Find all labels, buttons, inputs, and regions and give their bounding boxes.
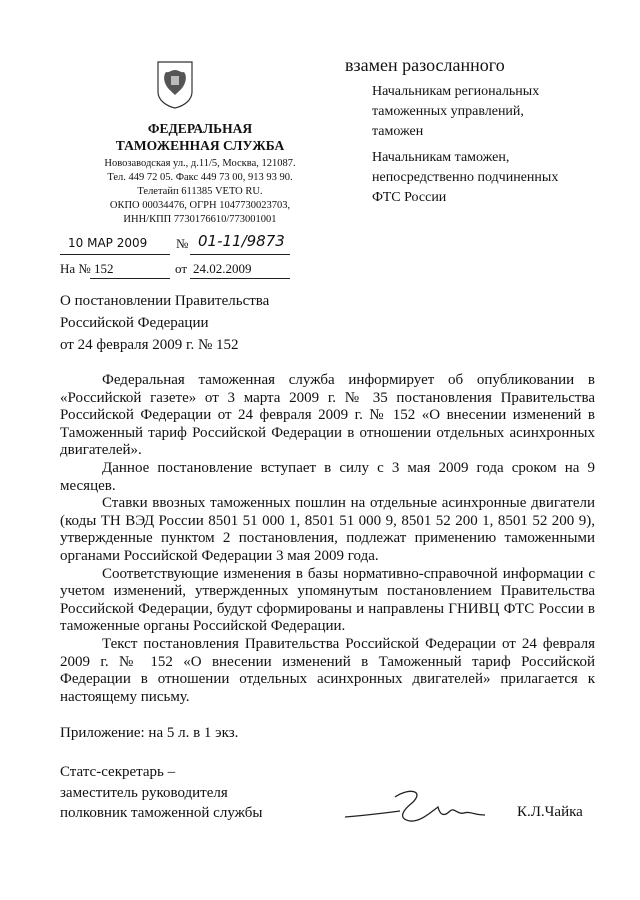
subject [60,290,269,356]
subject-line: от 24 февраля 2009 г. № 152 [60,337,239,353]
signatory-line: заместитель руководителя [60,784,228,801]
address-line: Телетайп 611385 VETO RU. [137,186,263,197]
recipient-line: ФТС России [372,190,447,205]
body-paragraph: Соответствующие изменения в базы нормативно-справочной информации с учетом изменений, утвержденных упомянутым постановлением Правительства Российской Федерации, будут сформированы и направлены ГНИВЦ ФТС России в таможенные органы Российской Федерации. [60,565,595,635]
number-label: № [176,236,189,251]
address-line: Новозаводская ул., д.11/5, Москва, 121087. [104,158,296,169]
signatory-title [60,762,263,824]
handwritten-signature [340,785,490,830]
address-line: ОКПО 00034476, ОГРН 1047730023703, [109,200,291,211]
ref-date-label: от [175,261,188,276]
signatory-line: полковник таможенной службы [60,805,263,821]
ref-label: На № [60,261,91,276]
body-paragraph: Данное постановление вступает в силу с 3 мая 2009 года сроком на 9 месяцев. [60,459,595,494]
recipient-block [372,82,539,142]
body-paragraph: Федеральная таможенная служба информирует об опубликовании в «Российской газете» от 3 марта 2009 г. № 35 постановления Правительства Российской Федерации от 24 февраля 2009 г. № 152 «О внесении изменений в Таможенный тариф Российской Федерации в отношении отдельных асинхронных двигателей». [60,372,595,459]
subject-line: Российской Федерации [60,315,209,331]
recipient-line: непосредственно подчиненных [372,170,559,185]
address-line: ИНН/КПП 7730176610/773001001 [123,214,277,225]
recipient-line: таможенных управлений, [372,104,524,119]
body-paragraph: Текст постановления Правительства Российской Федерации от 24 февраля 2009 г. № 152 «О внесении изменений в Таможенный тариф Российской Федерации в отношении отдельных асинхронных двигателей» прилагается к настоящему письму. [60,635,595,705]
org-line: ФЕДЕРАЛЬНАЯ [147,121,253,136]
ref-date: 24.02.2009 [193,261,252,276]
ref-number: 152 [94,261,114,276]
subject-line: О постановлении Правительства [60,293,270,309]
recipient-line: таможен [372,124,424,139]
letter-body [60,372,595,706]
attachment-note: Приложение: на 5 л. в 1 экз. [60,725,239,741]
document-date: 10 МАР 2009 [68,236,148,250]
document-number: 01-11/9873 [198,232,285,250]
signatory-line: Статс-секретарь – [60,764,176,780]
recipient-line: Начальникам таможен, [372,150,510,165]
coat-of-arms-emblem [155,60,195,110]
organization-name [80,120,320,154]
recipient-line: Начальникам региональных [372,84,540,99]
address-line: Тел. 449 72 05. Факс 449 73 00, 913 93 90. [107,172,293,183]
signatory-name: К.Л.Чайка [517,804,583,820]
organization-address [70,157,330,227]
recipient-block [372,148,558,208]
replacement-note: взамен разосланного [345,55,505,75]
org-line: ТАМОЖЕННАЯ СЛУЖБА [115,138,285,153]
body-paragraph: Ставки ввозных таможенных пошлин на отдельные асинхронные двигатели (коды ТН ВЭД России 8501 51 000 1, 8501 51 000 9, 8501 52 200 1, 8501 52 200 9), утвержденные пунктом 2 постановления, подлежат применению таможенными органами Российской Федерации 3 мая 2009 года. [60,495,595,564]
